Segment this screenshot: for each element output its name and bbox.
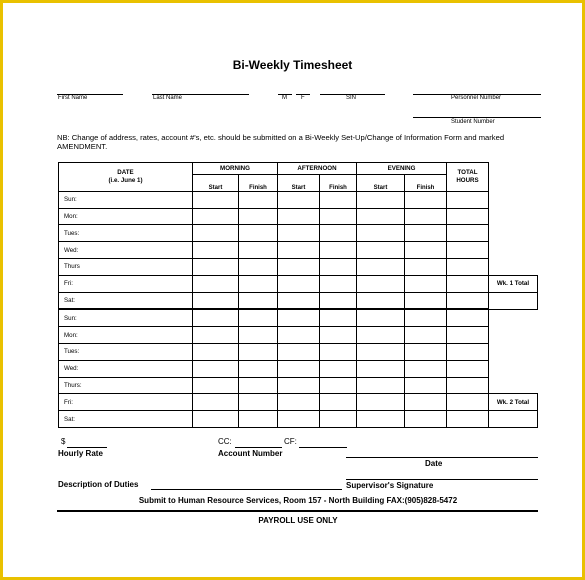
afternoon-finish-cell[interactable]: [320, 292, 357, 309]
evening-start-cell[interactable]: [357, 327, 405, 344]
evening-header: EVENING: [357, 163, 447, 175]
morning-start-cell[interactable]: [193, 292, 239, 309]
morning-finish-cell[interactable]: [239, 275, 278, 292]
evening-finish: Finish: [405, 175, 447, 192]
description-label: Description of Duties: [58, 480, 139, 489]
afternoon-finish-cell[interactable]: [320, 225, 357, 242]
evening-finish-cell[interactable]: [405, 292, 447, 309]
day-label: Sat:: [59, 292, 193, 309]
total-hours-cell[interactable]: [447, 360, 489, 377]
evening-finish-cell[interactable]: [405, 360, 447, 377]
cc-label: CC:: [218, 437, 232, 446]
week-2-total-value[interactable]: [489, 411, 538, 428]
afternoon-start-cell[interactable]: [278, 411, 320, 428]
week-1-total-value[interactable]: [489, 292, 538, 309]
evening-finish-cell[interactable]: [405, 327, 447, 344]
total-hours-cell[interactable]: [447, 394, 489, 411]
afternoon-start-cell[interactable]: [278, 275, 320, 292]
table-row: [59, 377, 538, 394]
first-name-label: First Name: [58, 95, 88, 101]
account-number-label: Account Number: [218, 449, 283, 458]
morning-finish-cell[interactable]: [239, 411, 278, 428]
week-2-rows: [59, 309, 538, 427]
afternoon-start-cell[interactable]: [278, 360, 320, 377]
evening-finish-cell[interactable]: [405, 309, 447, 326]
total-hours-header: TOTAL HOURS: [447, 163, 489, 192]
morning-start-cell[interactable]: [193, 377, 239, 394]
day-label: Thurs:: [59, 377, 193, 394]
submit-instructions: Submit to Human Resource Services, Room 157 - North Building FAX:(905)828-5472: [138, 496, 458, 505]
supervisor-label: Supervisor's Signature: [346, 481, 434, 490]
evening-start-cell[interactable]: [357, 394, 405, 411]
date-line[interactable]: [346, 457, 538, 458]
table-row: [59, 191, 538, 208]
day-label: Sat:: [59, 411, 193, 428]
evening-start-cell[interactable]: [357, 309, 405, 326]
table-row: [59, 208, 538, 225]
day-label: Sun:: [59, 309, 193, 326]
evening-start-cell[interactable]: [357, 258, 405, 275]
afternoon-start-cell[interactable]: [278, 394, 320, 411]
sin-label: SIN: [346, 95, 357, 101]
afternoon-start-cell[interactable]: [278, 242, 320, 259]
table-row: [59, 411, 538, 428]
timesheet-table: [58, 162, 538, 428]
evening-start-cell[interactable]: [357, 411, 405, 428]
date-header-sub: (i.e. June 1): [108, 176, 143, 184]
evening-finish-cell[interactable]: [405, 191, 447, 208]
table-row: [59, 360, 538, 377]
table-row: [59, 327, 538, 344]
evening-start-cell[interactable]: [357, 208, 405, 225]
day-label: Mon:: [59, 327, 193, 344]
evening-start-cell[interactable]: [357, 360, 405, 377]
morning-finish-cell[interactable]: [239, 309, 278, 326]
afternoon-finish-cell[interactable]: [320, 411, 357, 428]
afternoon-start-cell[interactable]: [278, 377, 320, 394]
evening-start-cell[interactable]: [357, 275, 405, 292]
afternoon-start-cell[interactable]: [278, 327, 320, 344]
afternoon-finish-cell[interactable]: [320, 377, 357, 394]
evening-finish-cell[interactable]: [405, 258, 447, 275]
dollar-sign: $: [61, 437, 66, 446]
evening-start-cell[interactable]: [357, 343, 405, 360]
total-hours-cell[interactable]: [447, 309, 489, 326]
evening-finish-cell[interactable]: [405, 343, 447, 360]
afternoon-start-cell[interactable]: [278, 191, 320, 208]
morning-finish-cell[interactable]: [239, 327, 278, 344]
amendment-note: NB: Change of address, rates, account #'s, etc. should be submitted on a Bi-Weekly Set-Up/Change of Information Form and marked AMENDMENT.: [57, 133, 505, 151]
cf-label: CF:: [284, 437, 297, 446]
afternoon-finish: Finish: [320, 175, 357, 192]
date-header: [59, 163, 193, 192]
morning-start-cell[interactable]: [193, 275, 239, 292]
total-hours-cell[interactable]: [447, 191, 489, 208]
day-label: Mon:: [59, 208, 193, 225]
afternoon-header: AFTERNOON: [278, 163, 357, 175]
total-hours-cell[interactable]: [447, 242, 489, 259]
date-header-label: DATE: [117, 168, 134, 176]
day-label: Wed:: [59, 242, 193, 259]
morning-finish-cell[interactable]: [239, 242, 278, 259]
morning-finish-cell[interactable]: [239, 394, 278, 411]
table-row: [59, 343, 538, 360]
morning-start-cell[interactable]: [193, 343, 239, 360]
morning-finish-cell[interactable]: [239, 343, 278, 360]
cc-line[interactable]: [235, 447, 282, 448]
afternoon-finish-cell[interactable]: [320, 394, 357, 411]
f-label: F: [301, 95, 305, 101]
table-row: [59, 225, 538, 242]
afternoon-finish-cell[interactable]: [320, 309, 357, 326]
week-1-rows: [59, 191, 538, 309]
table-row: [59, 258, 538, 275]
total-hours-cell[interactable]: [447, 411, 489, 428]
morning-finish-cell[interactable]: [239, 225, 278, 242]
afternoon-finish-cell[interactable]: [320, 327, 357, 344]
page-title: Bi-Weekly Timesheet: [232, 58, 353, 72]
afternoon-finish-cell[interactable]: [320, 360, 357, 377]
hourly-rate-line[interactable]: [67, 447, 107, 448]
week-2-total-label: Wk. 2 Total: [489, 394, 538, 411]
afternoon-finish-cell[interactable]: [320, 191, 357, 208]
morning-start-cell[interactable]: [193, 191, 239, 208]
evening-start-cell[interactable]: [357, 225, 405, 242]
morning-finish-cell[interactable]: [239, 191, 278, 208]
total-hours-cell[interactable]: [447, 258, 489, 275]
afternoon-start-cell[interactable]: [278, 208, 320, 225]
morning-start-cell[interactable]: [193, 411, 239, 428]
evening-finish-cell[interactable]: [405, 394, 447, 411]
day-label: Wed:: [59, 360, 193, 377]
day-label: Thurs: [59, 258, 193, 275]
table-row: [59, 309, 538, 326]
day-label: Fri:: [59, 394, 193, 411]
evening-finish-cell[interactable]: [405, 208, 447, 225]
morning-start-cell[interactable]: [193, 242, 239, 259]
afternoon-start-cell[interactable]: [278, 292, 320, 309]
morning-finish-cell[interactable]: [239, 377, 278, 394]
morning-start-cell[interactable]: [193, 309, 239, 326]
total-hours-cell[interactable]: [447, 275, 489, 292]
morning-start-cell[interactable]: [193, 394, 239, 411]
evening-start-cell[interactable]: [357, 292, 405, 309]
afternoon-start-cell[interactable]: [278, 309, 320, 326]
evening-finish-cell[interactable]: [405, 377, 447, 394]
table-row: [59, 394, 538, 411]
morning-finish-cell[interactable]: [239, 360, 278, 377]
afternoon-start: Start: [278, 175, 320, 192]
personnel-number-label: Personnel Number: [451, 95, 502, 101]
evening-start-cell[interactable]: [357, 377, 405, 394]
day-label: Sun:: [59, 191, 193, 208]
evening-start: Start: [357, 175, 405, 192]
morning-finish-cell[interactable]: [239, 208, 278, 225]
m-label: M: [282, 95, 287, 101]
afternoon-start-cell[interactable]: [278, 258, 320, 275]
morning-finish-cell[interactable]: [239, 258, 278, 275]
day-label: Tues:: [59, 343, 193, 360]
evening-finish-cell[interactable]: [405, 242, 447, 259]
afternoon-finish-cell[interactable]: [320, 242, 357, 259]
morning-finish-cell[interactable]: [239, 292, 278, 309]
week-1-total-label: Wk. 1 Total: [489, 275, 538, 292]
afternoon-start-cell[interactable]: [278, 343, 320, 360]
student-number-label: Student Number: [451, 119, 495, 125]
student-number-line[interactable]: [413, 117, 541, 118]
table-row: [59, 275, 538, 292]
morning-header: MORNING: [193, 163, 278, 175]
last-name-label: Last Name: [153, 95, 183, 101]
date-label: Date: [425, 459, 443, 468]
evening-finish-cell[interactable]: [405, 275, 447, 292]
evening-start-cell[interactable]: [357, 191, 405, 208]
morning-start-cell[interactable]: [193, 258, 239, 275]
afternoon-start-cell[interactable]: [278, 225, 320, 242]
evening-finish-cell[interactable]: [405, 225, 447, 242]
total-hours-cell[interactable]: [447, 225, 489, 242]
total-hours-cell[interactable]: [447, 343, 489, 360]
total-hours-cell[interactable]: [447, 377, 489, 394]
supervisor-line[interactable]: [346, 479, 538, 480]
evening-start-cell[interactable]: [357, 242, 405, 259]
table-row: [59, 292, 538, 309]
cf-line[interactable]: [299, 447, 347, 448]
total-hours-cell[interactable]: [447, 292, 489, 309]
day-label: Fri:: [59, 275, 193, 292]
afternoon-finish-cell[interactable]: [320, 275, 357, 292]
total-hours-cell[interactable]: [447, 327, 489, 344]
payroll-divider: [57, 510, 538, 512]
morning-finish: Finish: [239, 175, 278, 192]
morning-start-cell[interactable]: [193, 225, 239, 242]
morning-start-cell[interactable]: [193, 208, 239, 225]
afternoon-finish-cell[interactable]: [320, 258, 357, 275]
hourly-rate-label: Hourly Rate: [58, 449, 103, 458]
day-label: Tues:: [59, 225, 193, 242]
payroll-use-only: PAYROLL USE ONLY: [258, 516, 338, 525]
total-hours-cell[interactable]: [447, 208, 489, 225]
morning-start-cell[interactable]: [193, 360, 239, 377]
afternoon-finish-cell[interactable]: [320, 343, 357, 360]
morning-start-cell[interactable]: [193, 327, 239, 344]
table-row: [59, 242, 538, 259]
evening-finish-cell[interactable]: [405, 411, 447, 428]
morning-start: Start: [193, 175, 239, 192]
afternoon-finish-cell[interactable]: [320, 208, 357, 225]
description-line[interactable]: [151, 489, 342, 490]
